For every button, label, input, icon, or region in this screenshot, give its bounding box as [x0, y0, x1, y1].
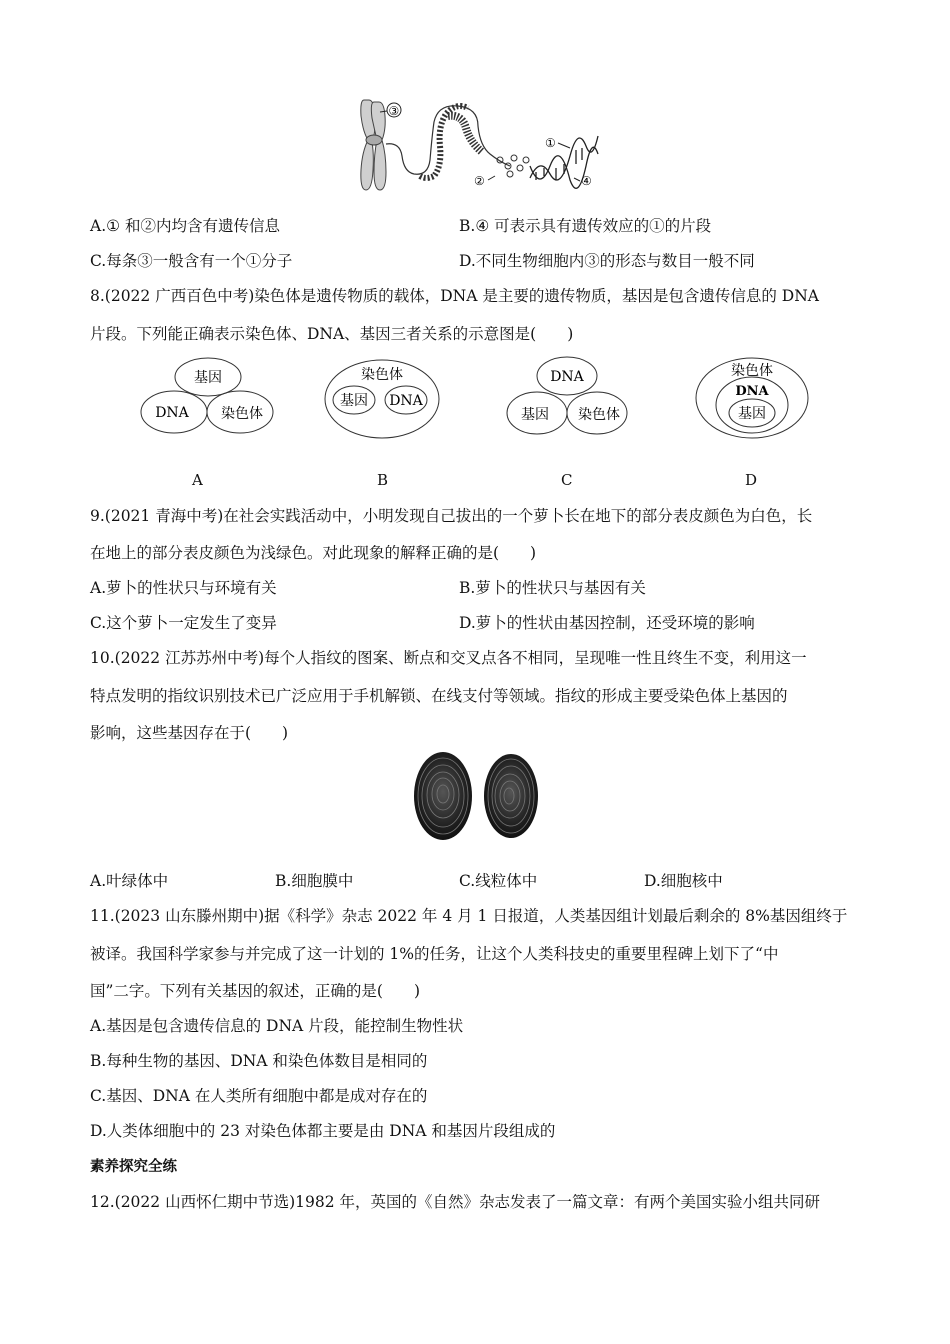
label-1: ①: [545, 136, 556, 150]
q10-option-b[interactable]: B.细胞膜中: [275, 872, 354, 890]
q11-stem-line2: 被译。我国科学家参与并完成了这一计划的 1%的任务，让这个人类科技史的重要里程碑上划下了“中: [90, 945, 779, 963]
fingerprint-figure: [405, 750, 545, 846]
chromosome-drawing: [361, 100, 386, 190]
q10-stem-line3: 影响，这些基因存在于( ): [90, 724, 289, 742]
q10-option-c[interactable]: C.线粒体中: [459, 872, 538, 890]
diagram-a-right-label: 染色体: [221, 406, 263, 422]
q8-option-c[interactable]: C: [561, 471, 573, 489]
q9-stem-line1: 9.(2021 青海中考)在社会实践活动中，小明发现自己拔出的一个萝卜长在地下的部分表皮颜色为白色，长: [90, 507, 813, 525]
q8-option-d[interactable]: D: [745, 471, 758, 489]
label-3: ③: [388, 104, 400, 118]
diagram-c-top-label: DNA: [550, 369, 584, 385]
q10-option-d[interactable]: D.细胞核中: [644, 872, 723, 890]
q11-stem-line1: 11.(2023 山东滕州期中)据《科学》杂志 2022 年 4 月 1 日报道，人类基因组计划最后剩余的 8%基因组终于: [90, 907, 848, 925]
diagram-b-right-label: DNA: [389, 393, 423, 409]
q11-stem-line3: 国”二字。下列有关基因的叙述，正确的是( ): [90, 982, 421, 1000]
q10-stem-line2: 特点发明的指纹识别技术已广泛应用于手机解锁、在线支付等领域。指纹的形成主要受染色体上基因的: [90, 687, 788, 705]
q11-option-a[interactable]: A.基因是包含遗传信息的 DNA 片段，能控制生物性状: [90, 1017, 464, 1035]
q8-stem-line2: 片段。下列能正确表示染色体、DNA、基因三者关系的示意图是( ): [90, 325, 574, 343]
q9-option-c[interactable]: C.这个萝卜一定发生了变异: [90, 614, 277, 632]
diagram-d-middle-label: DNA: [735, 384, 769, 399]
q7-option-b[interactable]: B.④ 可表示具有遗传效应的①的片段: [459, 217, 712, 235]
diagram-a-left-label: DNA: [155, 405, 189, 421]
diagram-d-outer-label: 染色体: [731, 363, 773, 379]
q11-option-b[interactable]: B.每种生物的基因、DNA 和染色体数目是相同的: [90, 1052, 428, 1070]
q7-option-a[interactable]: A.① 和②内均含有遗传信息: [90, 217, 280, 235]
q8-option-a[interactable]: A: [192, 471, 203, 489]
q7-option-d[interactable]: D.不同生物细胞内③的形态与数目一般不同: [459, 252, 755, 270]
q11-option-d[interactable]: D.人类体细胞中的 23 对染色体都主要是由 DNA 和基因片段组成的: [90, 1122, 556, 1140]
nucleosome-beads: [497, 155, 529, 177]
q11-option-c[interactable]: C.基因、DNA 在人类所有细胞中都是成对存在的: [90, 1087, 428, 1105]
section-title: 素养探究全练: [90, 1159, 177, 1175]
q8-diagram-b: [322, 355, 444, 441]
diagram-a-top-label: 基因: [194, 370, 222, 386]
diagram-b-left-label: 基因: [340, 393, 368, 409]
q8-option-b[interactable]: B: [377, 471, 389, 489]
diagram-c-right-label: 染色体: [578, 407, 620, 423]
q12-stem-line1: 12.(2022 山西怀仁期中节选)1982 年，英国的《自然》杂志发表了一篇文章：有两个美国实验小组共同研: [90, 1193, 820, 1211]
q8-diagram-c: [505, 355, 635, 437]
q9-stem-line2: 在地上的部分表皮颜色为浅绿色。对此现象的解释正确的是( ): [90, 544, 537, 562]
q9-option-a[interactable]: A.萝卜的性状只与环境有关: [90, 579, 277, 597]
coiled-chromatin: [386, 106, 510, 178]
diagram-b-outer-label: 染色体: [361, 367, 403, 383]
q9-option-b[interactable]: B.萝卜的性状只与基因有关: [459, 579, 646, 597]
q8-diagram-d: [694, 355, 814, 441]
chromosome-dna-figure: [350, 96, 610, 198]
label-2: ②: [474, 174, 485, 188]
q10-option-a[interactable]: A.叶绿体中: [90, 872, 169, 890]
fingerprint-left-icon: [414, 752, 472, 840]
q8-stem-line1: 8.(2022 广西百色中考)染色体是遗传物质的载体，DNA 是主要的遗传物质，基因是包含遗传信息的 DNA: [90, 287, 819, 305]
q7-option-c[interactable]: C.每条③一般含有一个①分子: [90, 252, 293, 270]
label-4: ④: [581, 174, 592, 188]
q9-option-d[interactable]: D.萝卜的性状由基因控制，还受环境的影响: [459, 614, 755, 632]
diagram-d-inner-label: 基因: [738, 406, 766, 422]
fingerprint-right-icon: [484, 754, 538, 838]
q10-stem-line1: 10.(2022 江苏苏州中考)每个人指纹的图案、断点和交叉点各不相同，呈现唯一性且终生不变，利用这一: [90, 649, 807, 667]
diagram-c-left-label: 基因: [521, 407, 549, 423]
q8-diagram-a: [140, 355, 280, 437]
